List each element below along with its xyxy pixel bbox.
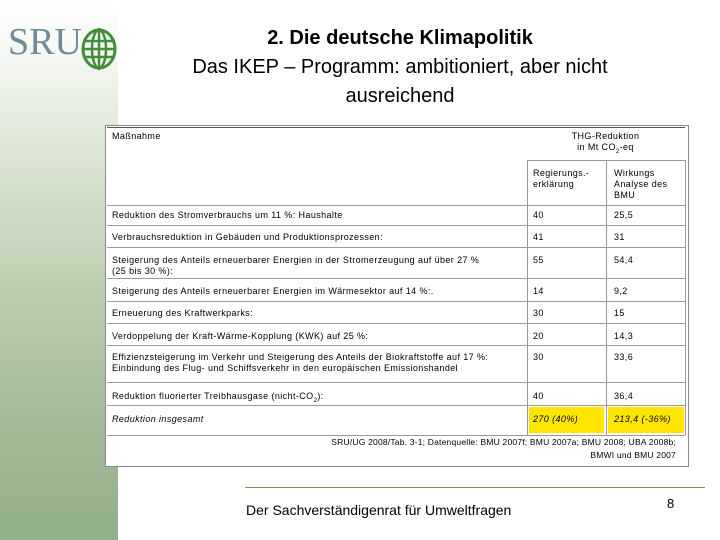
header-gov-line-1: Regierungs.-	[533, 168, 590, 178]
row-5-bmu: 15	[614, 308, 625, 318]
row-5-measure: Erneuerung des Kraftwerkparks:	[112, 308, 254, 318]
column-divider-gov-left	[527, 160, 528, 435]
header-bmu-line-2: Analyse des	[614, 179, 668, 189]
row-3-gov: 55	[533, 255, 544, 265]
row-divider	[107, 278, 685, 279]
row-4-measure: Steigerung des Anteils erneuerbarer Energien im Wärmesektor auf 14 %:.	[112, 286, 434, 296]
header-reduction	[548, 131, 663, 158]
header-gov-line-2: erklärung	[533, 179, 575, 189]
row-1-measure: Reduktion des Stromverbrauchs um 11 %: Haushalte	[112, 210, 343, 220]
row-6-bmu: 14,3	[614, 331, 634, 341]
row-2-bmu: 31	[614, 232, 625, 242]
row-8-gov: 40	[533, 391, 544, 401]
row-2-measure: Verbrauchsreduktion in Gebäuden und Produktionsprozessen:	[112, 232, 383, 242]
column-divider-bmu-left	[606, 160, 607, 435]
row-6-measure: Verdoppelung der Kraft-Wärme-Kopplung (KWK) auf 25 %:	[112, 331, 369, 341]
row-total-bmu: 213,4 (-36%)	[614, 414, 671, 424]
sru-logo	[6, 18, 116, 78]
header-reduction-line-2: in Mt $CO_2-eq$	[577, 142, 634, 155]
row-divider	[107, 301, 685, 302]
header-reduction-line-1: THG-Reduktion	[571, 131, 640, 141]
table-top-rule	[107, 127, 685, 128]
row-divider	[107, 345, 685, 346]
globe-icon	[79, 26, 119, 72]
row-8-bmu: 36,4	[614, 391, 634, 401]
row-total-measure: Reduktion insgesamt	[112, 414, 204, 424]
header-measure: Maßnahme	[112, 131, 161, 141]
row-total-gov: 270 (40%)	[533, 414, 579, 424]
page-title	[130, 24, 670, 111]
row-divider	[107, 205, 685, 206]
row-7-bmu: 33,6	[614, 352, 634, 362]
row-3-measure: Steigerung des Anteils erneuerbarer Energien in der Stromerzeugung auf über 27 % (25 bis 30 %):	[112, 255, 480, 276]
title-line-3: ausreichend	[345, 85, 455, 107]
source-note: SRU/UG 2008/Tab. 3-1; Datenquelle: BMU 2007f; BMU 2007a; BMU 2008; UBA 2008b; BMWI und BMU 2007	[331, 437, 676, 460]
row-8-measure: Reduktion fluorierter Treibhausgase $(nicht-CO_2)$:	[112, 391, 324, 404]
row-4-bmu: 9,2	[614, 286, 628, 296]
row-1-gov: 40	[533, 210, 544, 220]
footer-org: Der Sachverständigenrat für Umweltfragen	[246, 502, 512, 518]
sidebar-gradient	[0, 0, 118, 540]
row-divider	[107, 247, 685, 248]
row-3-bmu: 54,4	[614, 255, 634, 265]
row-2-gov: 41	[533, 232, 544, 242]
column-divider-right	[685, 160, 686, 435]
row-divider	[107, 382, 685, 383]
row-divider	[107, 225, 685, 226]
footer-rule	[245, 487, 705, 488]
row-1-bmu: 25,5	[614, 210, 634, 220]
header-gov	[533, 168, 589, 190]
header-bmu-line-1: Wirkungs	[614, 168, 655, 178]
title-line-2: Das IKEP – Programm: ambitioniert, aber nicht	[192, 56, 608, 78]
row-4-gov: 14	[533, 286, 544, 296]
row-5-gov: 30	[533, 308, 544, 318]
logo-text: SRU	[8, 21, 82, 63]
header-bmu-line-3: BMU	[614, 190, 636, 200]
title-line-1: 2. Die deutsche Klimapolitik	[267, 27, 533, 49]
row-7-measure: Effizienzsteigerung im Verkehr und Steigerung des Anteils der Biokraftstoffe auf 17 %: Einbindung des Flug- und Schiffsverkehr in den europäischen Emissionshandel	[112, 352, 489, 373]
row-7-gov: 30	[533, 352, 544, 362]
header-bmu	[614, 168, 667, 201]
page-number: 8	[667, 496, 675, 511]
row-divider	[107, 323, 685, 324]
row-6-gov: 20	[533, 331, 544, 341]
